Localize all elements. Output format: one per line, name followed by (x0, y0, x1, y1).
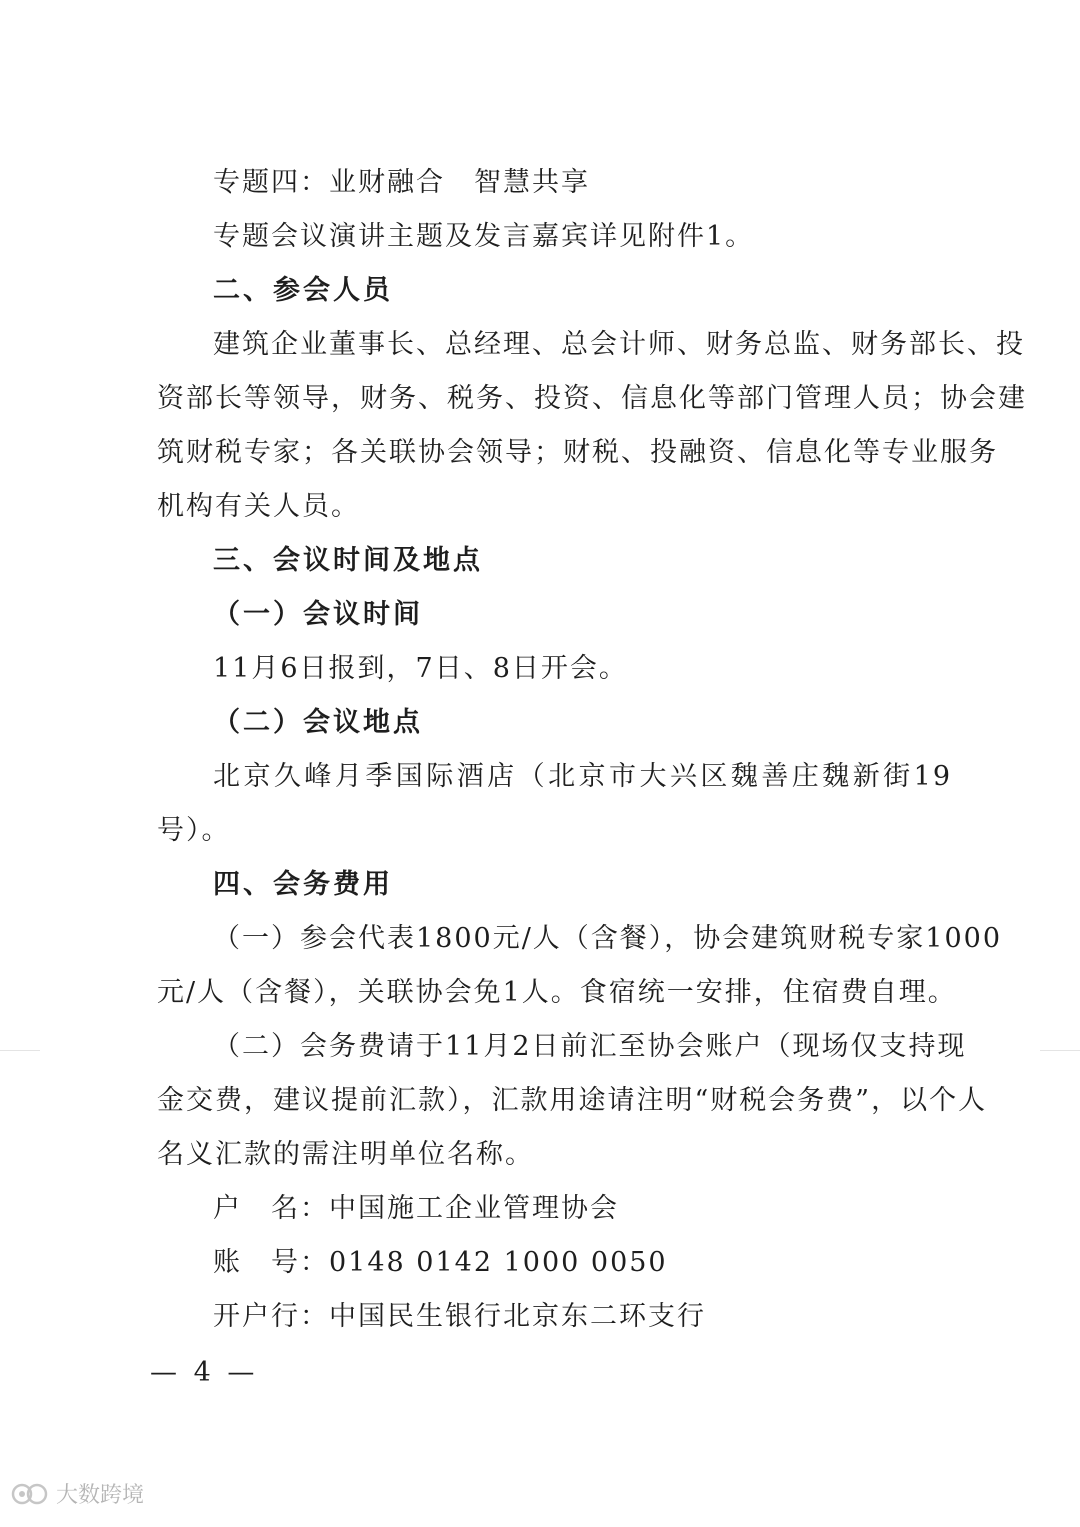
topic-note: 专题会议演讲主题及发言嘉宾详见附件1。 (213, 221, 755, 252)
subheading-meeting-place: （二）会议地点 (213, 707, 423, 738)
watermark (10, 1478, 144, 1509)
section-heading-time-place: 三、会议时间及地点 (213, 545, 483, 576)
account-bank: 开户行：中国民生银行北京东二环支行 (213, 1301, 706, 1332)
attendees-line-2: 资部长等领导，财务、税务、投资、信息化等部门管理人员；协会建 (157, 383, 1027, 414)
watermark-logo-icon (10, 1479, 50, 1509)
subheading-meeting-time: （一）会议时间 (213, 599, 423, 630)
fees-line-2: 元/人（含餐），关联协会免1人。食宿统一安排，住宿费自理。 (157, 977, 957, 1008)
left-edge-mark (0, 1050, 40, 1051)
meeting-place-line-2: 号）。 (157, 815, 231, 846)
account-number: 账 号：0148 0142 1000 0050 (213, 1247, 668, 1278)
attendees-line-1: 建筑企业董事长、总经理、总会计师、财务总监、财务部长、投 (213, 329, 1025, 360)
attendees-line-4: 机构有关人员。 (157, 491, 360, 522)
right-edge-mark (1040, 1050, 1080, 1051)
section-heading-attendees: 二、参会人员 (213, 275, 393, 306)
page-number: — 4 — (150, 1357, 259, 1388)
section-heading-fees: 四、会务费用 (213, 869, 393, 900)
watermark-text: 大数跨境 (56, 1483, 145, 1508)
meeting-place-line-1: 北京久峰月季国际酒店（北京市大兴区魏善庄魏新街19 (213, 761, 952, 792)
attendees-line-3: 筑财税专家；各关联协会领导；财税、投融资、信息化等专业服务 (157, 437, 998, 468)
account-name: 户 名：中国施工企业管理协会 (213, 1193, 619, 1224)
fees-line-1: （一）参会代表1800元/人（含餐），协会建筑财税专家1000 (213, 923, 1003, 954)
fees-line-4: 金交费，建议提前汇款），汇款用途请注明“财税会务费”，以个人 (157, 1085, 988, 1116)
topic-four: 专题四：业财融合 智慧共享 (213, 167, 590, 198)
fees-line-5: 名义汇款的需注明单位名称。 (157, 1139, 534, 1170)
fees-line-3: （二）会务费请于11月2日前汇至协会账户（现场仅支持现 (213, 1031, 967, 1062)
meeting-time-text: 11月6日报到，7日、8日开会。 (213, 653, 628, 684)
